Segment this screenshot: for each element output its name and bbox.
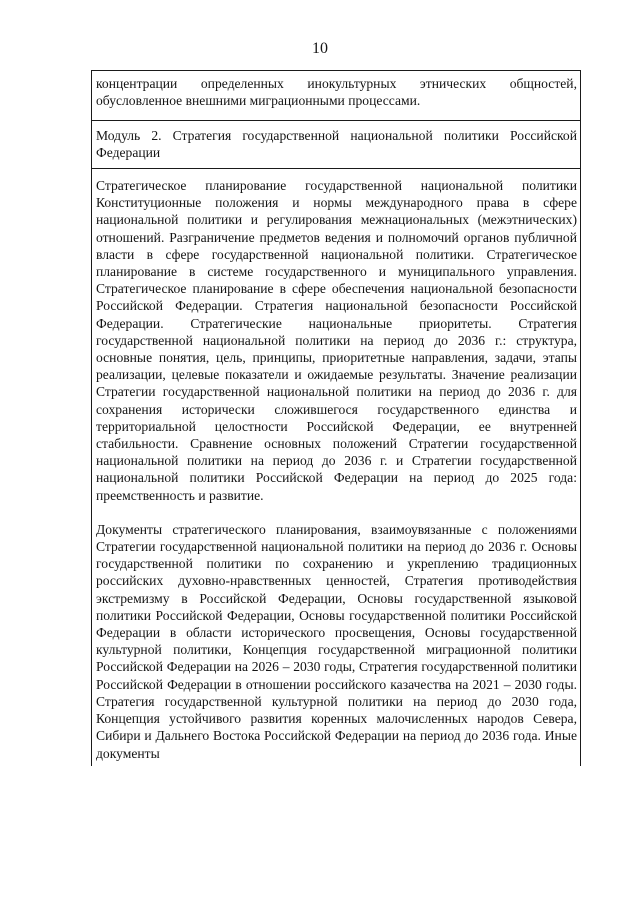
row-text: концентрации определенных инокультурных этнических общностей, обусловленное внешними миграционными процессами.	[96, 76, 577, 109]
curriculum-table	[91, 70, 581, 766]
page-number: 10	[312, 40, 328, 57]
paragraph: Стратегическое планирование государственной национальной политики Конституционные положения и нормы международного права в сфере национальной политики и регулирования межнациональных (межэтнических) отношений. Разграничение предметов ведения и полномочий органов публичной власти в сфере государственной национальной политики. Стратегическое планирование в системе государственного и муниципального управления. Стратегическое планирование в сфере обеспечения национальной безопасности Российской Федерации. Стратегия национальной безопасности Российской Федерации. Стратегические национальные приоритеты. Стратегия государственной национальной политики на период до 2036 г.: структура, основные понятия, цель, принципы, приоритетные направления, задачи, этапы реализации, целевые показатели и ожидаемые результаты. Значение реализации Стратегии государственной национальной политики на период до 2036 г. для сохранения исторически сложившегося государственного единства и территориальной целостности Российской Федерации, ее внутренней стабильности. Сравнение основных положений Стратегии государственной национальной политики на период до 2036 г. и Стратегии государственной национальной политики Российской Федерации на период до 2025 года: преемственность и развитие.	[96, 178, 577, 503]
module-heading: Модуль 2. Стратегия государственной национальной политики Российской Федерации	[96, 128, 577, 161]
module-heading-row	[92, 121, 580, 169]
table-row	[92, 169, 580, 766]
table-row	[92, 71, 580, 121]
paragraph: Документы стратегического планирования, взаимоувязанные с положениями Стратегии государственной национальной политики на период до 2036 г. Основы государственной политики по сохранению и укреплению традиционных российских духовно-нравственных ценностей, Стратегия противодействия экстремизму в Российской Федерации, Основы государственной языковой политики Российской Федерации, Основы государственной политики Российской Федерации в области исторического просвещения, Основы государственной культурной политики, Концепция государственной миграционной политики Российской Федерации на 2026 – 2030 годы, Стратегия государственной политики Российской Федерации в отношении российского казачества на 2021 – 2030 годы. Стратегия государственной культурной политики на период до 2030 года, Концепция устойчивого развития коренных малочисленных народов Севера, Сибири и Дальнего Востока Российской Федерации на период до 2036 года. Иные документы	[96, 521, 577, 761]
